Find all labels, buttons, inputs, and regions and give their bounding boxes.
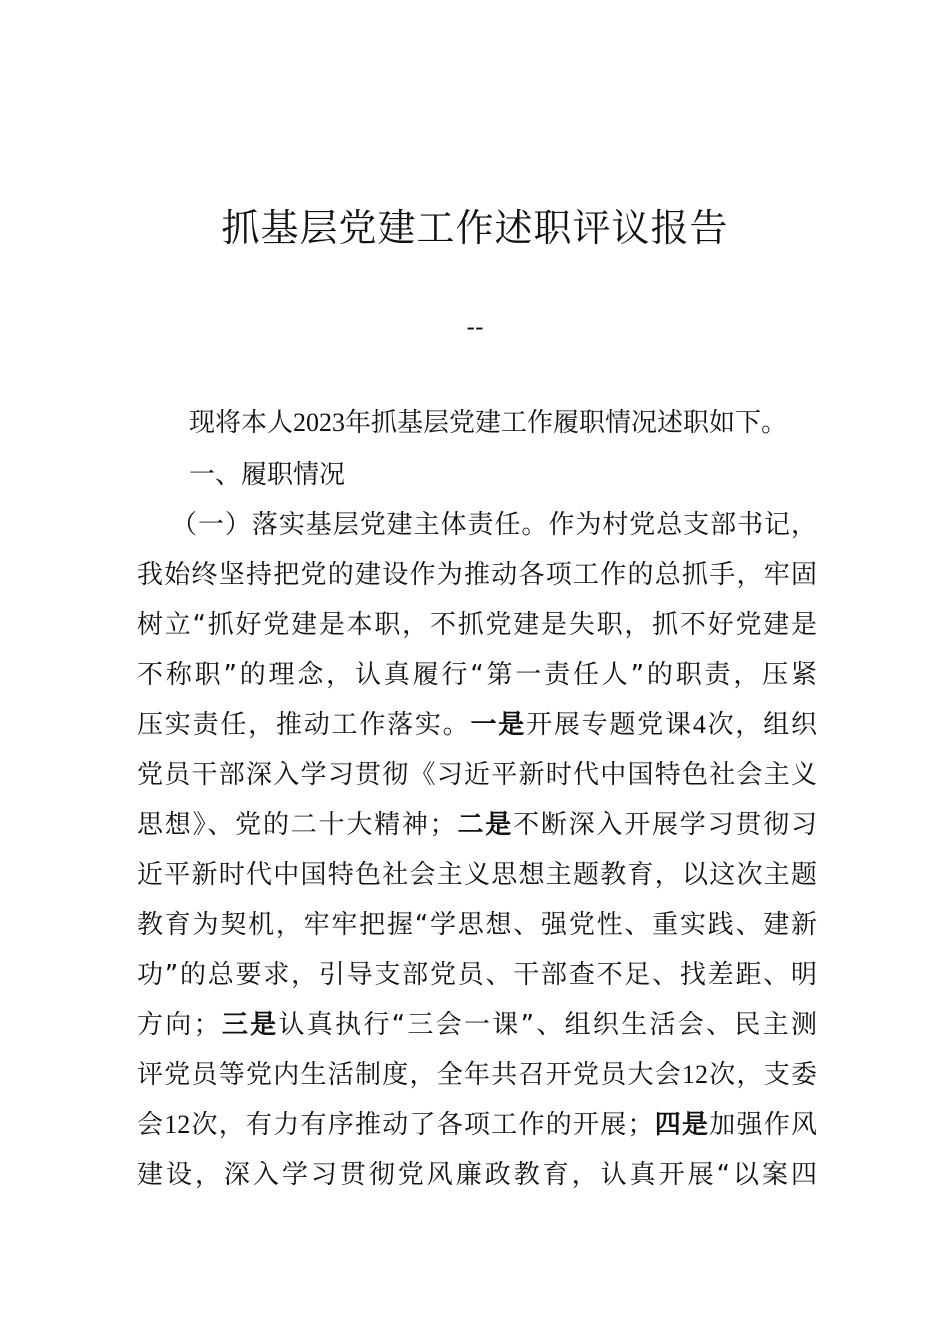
body-line: 树立“抓好党建是本职，不抓党建是失职，抓不好党建是 [137,610,817,640]
body-line: 压实责任，推动工作落实。一是开展专题党课4次，组织 [137,710,817,740]
body-line: 我始终坚持把党的建设作为推动各项工作的总抓手，牢固 [137,560,817,590]
body-line: 评党员等党内生活制度，全年共召开党员大会12次，支委 [137,1060,817,1090]
paragraph-intro: 现将本人2023年抓基层党建工作履职情况述职如下。 [189,408,788,438]
document-title: 抓基层党建工作述职评议报告 [221,206,729,250]
body-line: 不称职”的理念，认真履行“第一责任人”的职责，压紧 [137,660,817,690]
body-line: 党员干部深入学习贯彻《习近平新时代中国特色社会主义 [137,760,817,790]
body-line: 会12次，有力有序推动了各项工作的开展；四是加强作风 [137,1110,817,1140]
body-line: 教育为契机，牢牢把握“学思想、强党性、重实践、建新 [137,910,817,940]
author-line: -- [466,313,484,341]
body-line: 方向；三是认真执行“三会一课”、组织生活会、民主测 [137,1010,817,1040]
body-line: （一）落实基层党建主体责任。作为村党总支部书记， [171,510,817,540]
body-line: 功”的总要求，引导支部党员、干部查不足、找差距、明 [137,960,817,990]
body-line: 思想》、党的二十大精神；二是不断深入开展学习贯彻习 [137,810,817,840]
body-line: 建设，深入学习贯彻党风廉政教育，认真开展“以案四 [137,1160,817,1190]
section-heading: 一、履职情况 [189,460,346,490]
body-line: 近平新时代中国特色社会主义思想主题教育，以这次主题 [137,860,817,890]
